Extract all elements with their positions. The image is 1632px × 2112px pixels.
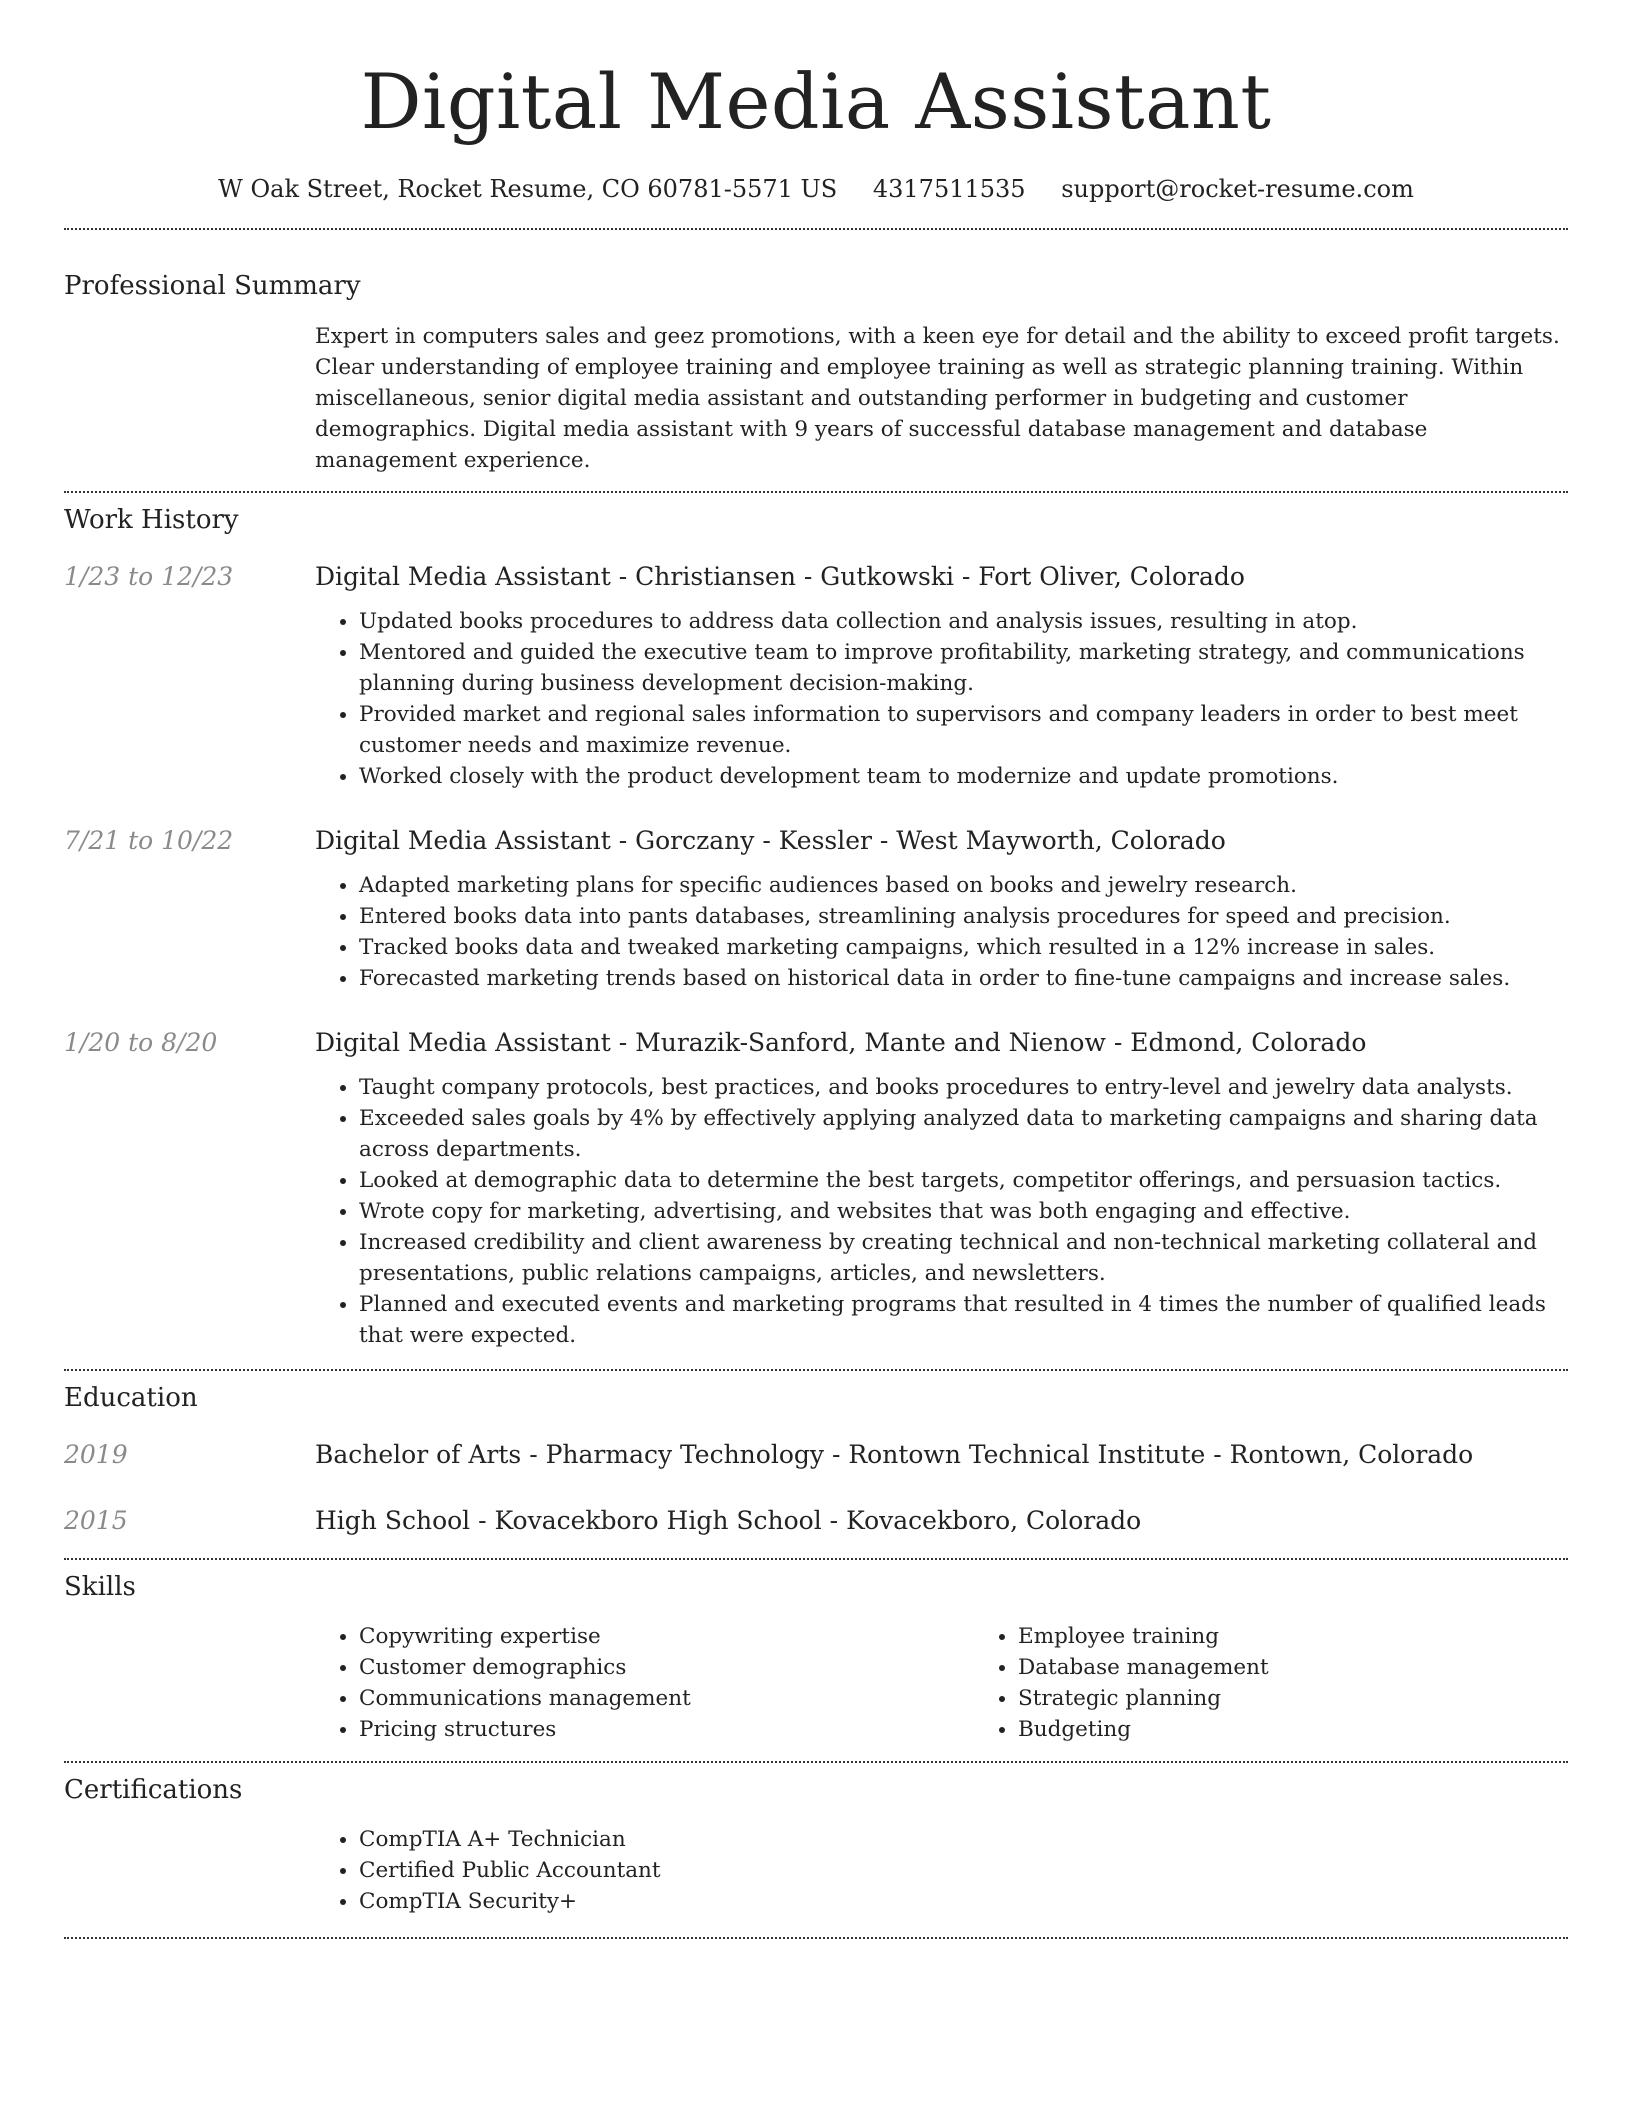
- list-item: • Database management: [1018, 1652, 1632, 1683]
- education-entry: [64, 1438, 1568, 1472]
- education-detail: High School - Kovacekboro High School - Kovacekboro, Colorado: [315, 1506, 1142, 1535]
- summary-section: [64, 230, 1568, 476]
- education-year: 2015: [64, 1506, 128, 1535]
- list-item: • Mentored and guided the executive team to improve profitability, marketing strategy, and communications planning during business development decision-making.: [359, 637, 1568, 699]
- list-item: • Worked closely with the product development team to modernize and update promotions.: [359, 761, 1568, 792]
- list-item: • Wrote copy for marketing, advertising, and websites that was both engaging and effective.: [359, 1196, 1568, 1227]
- list-item: • Increased credibility and client awareness by creating technical and non-technical marketing collateral and presentations, public relations campaigns, articles, and newsletters.: [359, 1227, 1568, 1289]
- summary-text: Expert in computers sales and geez promotions, with a keen eye for detail and the ability to exceed profit targets. Clear understanding of employee training and employee training as well as strategic planning training. Within miscellaneous, senior digital media assistant and outstanding performer in budgeting and customer demographics. Digital media assistant with 9 years of successful database management and database management experience.: [315, 324, 1560, 473]
- skills-section: [64, 1560, 1568, 1745]
- contact-email: support@rocket-resume.com: [1061, 175, 1414, 203]
- education-year: 2019: [64, 1440, 128, 1469]
- education-section: [64, 1371, 1568, 1538]
- job-entry: [64, 560, 1568, 792]
- certifications-spacer: [64, 1824, 315, 1917]
- job-bullets: [315, 606, 1568, 792]
- certifications-section: [64, 1763, 1568, 1917]
- list-item: • Communications management: [359, 1683, 974, 1714]
- list-item: • Tracked books data and tweaked marketing campaigns, which resulted in a 12% increase in sales.: [359, 932, 1568, 963]
- list-item: • Customer demographics: [359, 1652, 974, 1683]
- skills-list-right: [974, 1621, 1632, 1745]
- summary-spacer: [64, 321, 315, 476]
- list-item: • Certified Public Accountant: [359, 1855, 1568, 1886]
- work-title: Work History: [64, 505, 239, 535]
- list-item: • Provided market and regional sales information to supervisors and company leaders in order to best meet customer needs and maximize revenue.: [359, 699, 1568, 761]
- certifications-title: Certifications: [64, 1775, 243, 1805]
- list-item: • Strategic planning: [1018, 1683, 1632, 1714]
- job-entry: [64, 1026, 1568, 1351]
- skills-list-left: [315, 1621, 974, 1745]
- job-title: Digital Media Assistant - Christiansen - Gutkowski - Fort Oliver, Colorado: [315, 562, 1245, 591]
- list-item: • Forecasted marketing trends based on historical data in order to fine-tune campaigns and increase sales.: [359, 963, 1568, 994]
- list-item: • Entered books data into pants databases, streamlining analysis procedures for speed and precision.: [359, 901, 1568, 932]
- list-item: • CompTIA Security+: [359, 1886, 1568, 1917]
- list-item: • Employee training: [1018, 1621, 1632, 1652]
- education-title: Education: [64, 1383, 198, 1413]
- job-dates: 1/20 to 8/20: [64, 1028, 218, 1057]
- list-item: • Looked at demographic data to determine the best targets, competitor offerings, and persuasion tactics.: [359, 1165, 1568, 1196]
- contact-line: [64, 172, 1568, 206]
- job-dates: 7/21 to 10/22: [64, 826, 234, 855]
- job-entry: [64, 824, 1568, 994]
- education-detail: Bachelor of Arts - Pharmacy Technology - Rontown Technical Institute - Rontown, Colorado: [315, 1440, 1474, 1469]
- job-bullets: [315, 1072, 1568, 1351]
- job-dates: 1/23 to 12/23: [64, 562, 234, 591]
- work-section: [64, 493, 1568, 1351]
- certifications-divider: [64, 1937, 1568, 1939]
- resume-name: Digital Media Assistant: [360, 57, 1272, 146]
- list-item: • Adapted marketing plans for specific audiences based on books and jewelry research.: [359, 870, 1568, 901]
- education-entry: [64, 1504, 1568, 1538]
- list-item: • Pricing structures: [359, 1714, 974, 1745]
- list-item: • Planned and executed events and marketing programs that resulted in 4 times the number of qualified leads that were expected.: [359, 1289, 1568, 1351]
- skills-spacer: [64, 1621, 315, 1745]
- summary-title: Professional Summary: [64, 271, 361, 301]
- contact-phone: 4317511535: [872, 175, 1026, 203]
- job-title: Digital Media Assistant - Murazik-Sanford, Mante and Nienow - Edmond, Colorado: [315, 1028, 1367, 1057]
- contact-address: W Oak Street, Rocket Resume, CO 60781-5571 US: [218, 175, 838, 203]
- job-title: Digital Media Assistant - Gorczany - Kessler - West Mayworth, Colorado: [315, 826, 1226, 855]
- list-item: • Exceeded sales goals by 4% by effectively applying analyzed data to marketing campaigns and sharing data across departments.: [359, 1103, 1568, 1165]
- list-item: • CompTIA A+ Technician: [359, 1824, 1568, 1855]
- list-item: • Budgeting: [1018, 1714, 1632, 1745]
- list-item: • Updated books procedures to address data collection and analysis issues, resulting in atop.: [359, 606, 1568, 637]
- skills-title: Skills: [64, 1572, 136, 1602]
- certifications-list: [315, 1824, 1568, 1917]
- list-item: • Copywriting expertise: [359, 1621, 974, 1652]
- resume-page: [64, 0, 1568, 1939]
- list-item: • Taught company protocols, best practices, and books procedures to entry-level and jewelry data analysts.: [359, 1072, 1568, 1103]
- job-bullets: [315, 870, 1568, 994]
